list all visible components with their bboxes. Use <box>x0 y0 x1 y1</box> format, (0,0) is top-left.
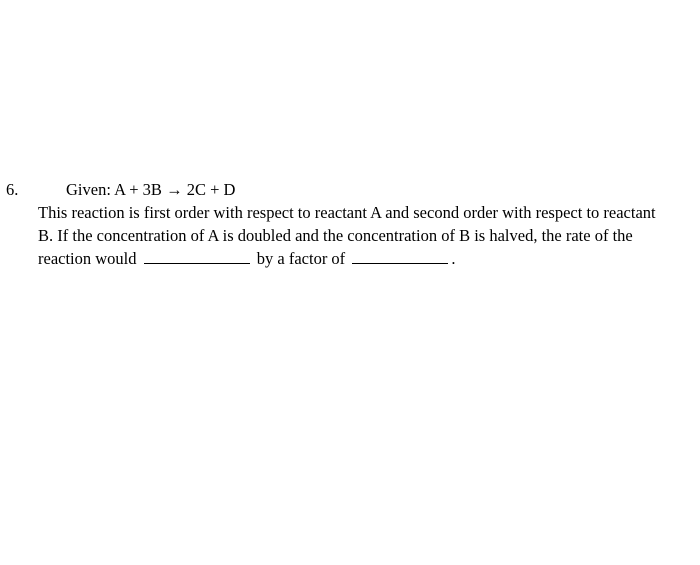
text-by-a-factor-of: by a factor of <box>256 249 346 268</box>
given-equation: Given: A + 3B → 2C + D <box>66 180 236 199</box>
answer-blank-1[interactable] <box>144 262 250 264</box>
question-number: 6. <box>6 180 19 199</box>
question-line-1: This reaction is first order with respect to reactant A and second order with respect to reactant <box>38 203 656 222</box>
text-period: . <box>451 249 456 268</box>
question-line-3 <box>38 247 696 270</box>
question-header <box>6 178 696 201</box>
question-6 <box>6 178 696 270</box>
question-line-2: B. If the concentration of A is doubled and the concentration of B is halved, the rate of the <box>38 226 633 245</box>
text-reaction-would: reaction would <box>38 249 137 268</box>
question-body <box>38 201 696 270</box>
answer-blank-2[interactable] <box>352 262 448 264</box>
